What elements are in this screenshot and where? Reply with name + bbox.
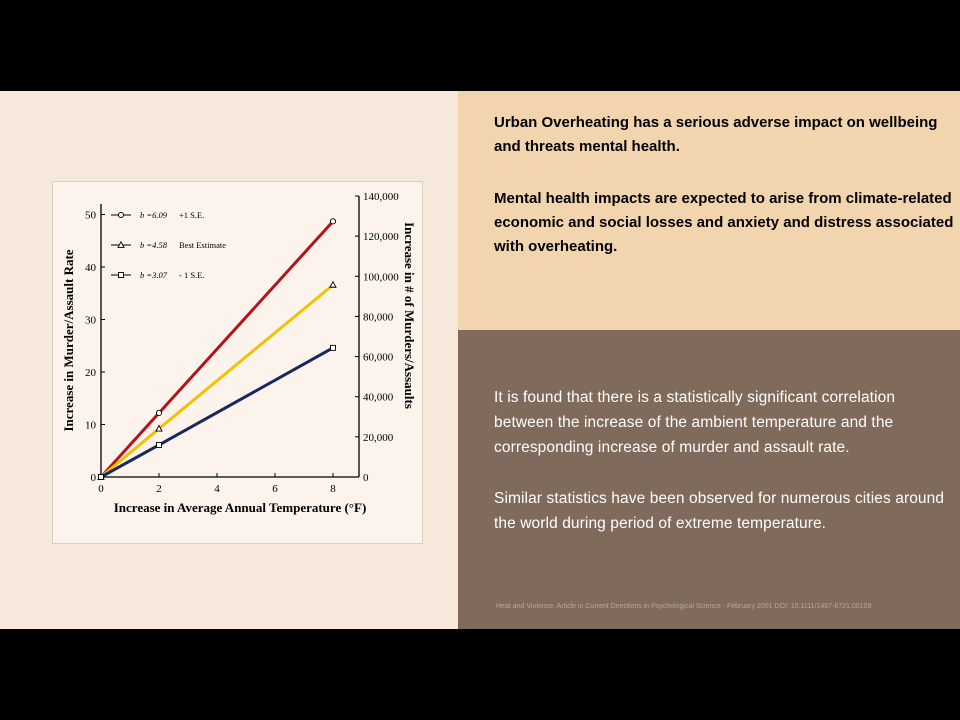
legend-marker [118, 212, 123, 217]
y-tick-label: 20 [85, 367, 96, 379]
slide [0, 91, 960, 629]
citation: Heat and Violence. Article in Current Directions in Psychological Science · February 2001 DOI: 10.1111/1467-8721.00109 [496, 603, 872, 610]
bottom-paragraph-1: It is found that there is a statistically significant correlation between the increase of the ambient temperature and the corresponding increase of murder and assault rate. [494, 389, 896, 456]
chart-svg [53, 182, 422, 543]
x-tick-label: 4 [214, 483, 220, 495]
series-line [101, 221, 333, 477]
chart-image [52, 181, 423, 544]
x-axis-label: Increase in Average Annual Temperature (°F) [113, 500, 367, 515]
y2-tick-label: 40,000 [363, 391, 394, 404]
x-tick-label: 0 [98, 483, 104, 495]
bottom-paragraph-2: Similar statistics have been observed for numerous cities around the world during period of extreme temperature. [494, 490, 945, 532]
data-point [156, 410, 161, 415]
legend-b-value: b =6.09 [140, 210, 167, 220]
legend-label: +1 S.E. [179, 210, 205, 220]
y2-tick-label: 0 [363, 472, 369, 484]
y2-tick-label: 80,000 [363, 311, 394, 324]
x-tick-label: 8 [330, 483, 336, 495]
left-panel [0, 91, 458, 629]
y2-tick-label: 120,000 [363, 231, 399, 244]
series-line [101, 348, 333, 477]
legend-b-value: b =3.07 [140, 270, 167, 280]
y-tick-label: 40 [85, 262, 96, 274]
data-point [157, 442, 162, 447]
legend-marker [119, 273, 124, 278]
y2-axis-label: Increase in # of Murders/Assaults [402, 222, 417, 409]
y-axis-label: Increase in Murder/Assault Rate [61, 249, 76, 432]
y2-tick-label: 100,000 [363, 271, 399, 284]
x-tick-label: 2 [156, 483, 162, 495]
y2-tick-label: 20,000 [363, 431, 394, 444]
legend-label: Best Estimate [179, 240, 226, 250]
y-tick-label: 30 [85, 314, 96, 327]
legend-b-value: b =4.58 [140, 240, 167, 250]
top-paragraph-2: Mental health impacts are expected to arise from climate-related economic and social losses and anxiety and distress associated with overheating. [494, 190, 954, 255]
y2-tick-label: 60,000 [363, 351, 394, 364]
y-tick-label: 0 [90, 472, 96, 484]
y-tick-label: 50 [85, 209, 96, 222]
y2-tick-label: 140,000 [363, 191, 399, 203]
legend-label: - 1 S.E. [179, 270, 205, 280]
data-point [331, 345, 336, 350]
data-point [330, 282, 336, 288]
y-tick-label: 10 [85, 419, 96, 432]
top-paragraph-1: Urban Overheating has a serious adverse impact on wellbeing and threats mental health. [494, 114, 938, 155]
bottom-right-panel [458, 330, 960, 629]
top-right-panel [458, 91, 960, 330]
series-line [101, 285, 333, 477]
data-point [99, 475, 104, 480]
x-tick-label: 6 [272, 483, 278, 495]
data-point [330, 219, 335, 224]
